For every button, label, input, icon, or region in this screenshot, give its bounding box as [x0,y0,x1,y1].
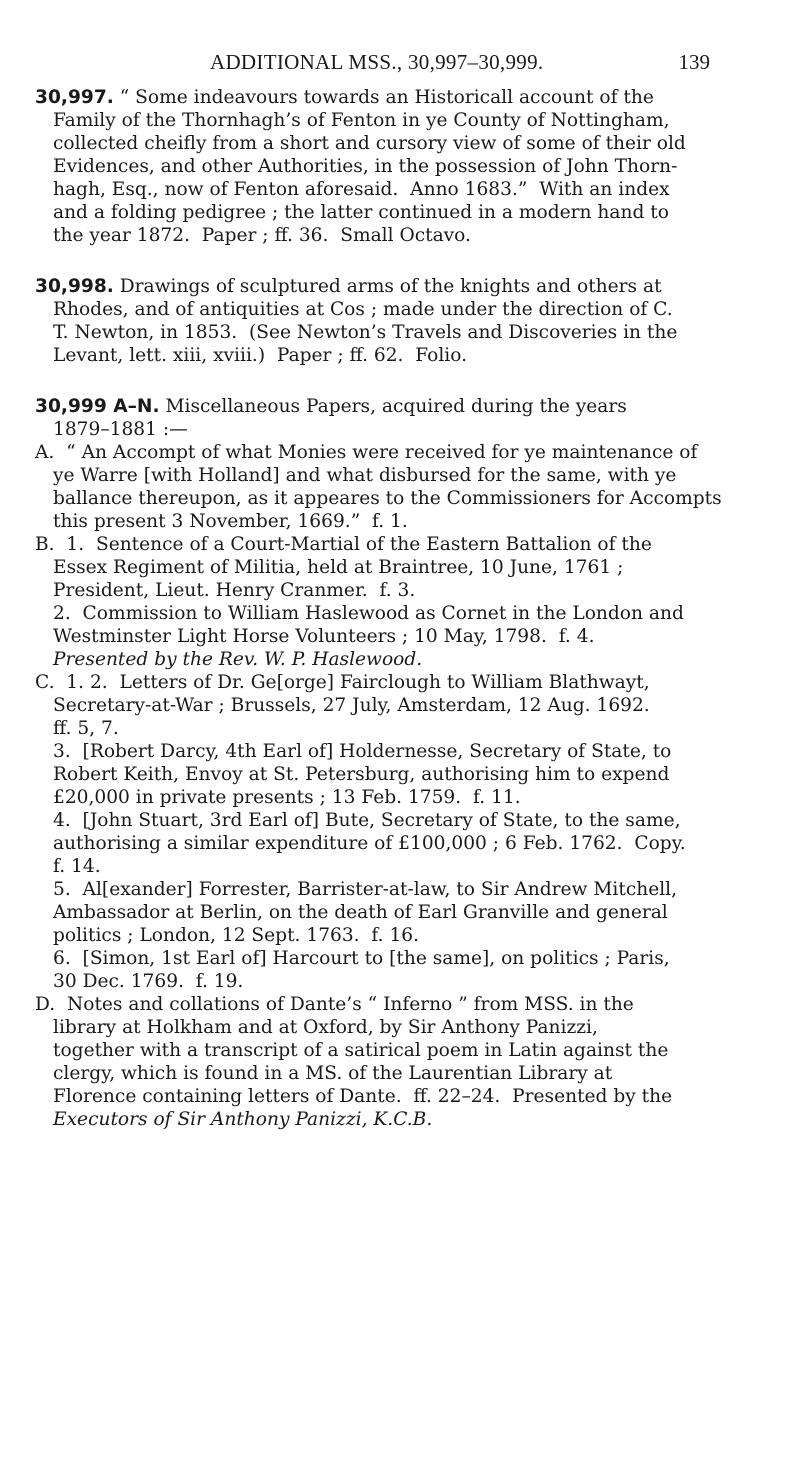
entry-line: the year 1872. Paper ; ff. 36. Small Octavo. [53,225,471,246]
entry-line: this present 3 November, 1669.” f. 1. [53,511,408,532]
entry-line: politics ; London, 12 Sept. 1763. f. 16. [53,925,420,946]
page-number: 139 [678,50,710,74]
entry-line: Robert Keith, Envoy at St. Petersburg, authorising him to expend [53,764,670,785]
entry-line: 6. [Simon, 1st Earl of] Harcourt to [the same], on politics ; Paris, [53,948,670,969]
item-c-line: C. 1. 2. Letters of Dr. Ge[orge] Fairclough to William Blathwayt, [35,672,650,693]
catalogue-body [35,86,755,1131]
item-a-line: A. “ An Accompt of what Monies were received for ye maintenance of [35,442,698,463]
entry-line: Westminster Light Horse Volunteers ; 10 May, 1798. f. 4. [53,626,595,647]
entry-line: 3. [Robert Darcy, 4th Earl of] Holdernesse, Secretary of State, to [53,741,672,762]
entry-line: 1879–1881 :— [53,419,188,440]
entry-number: 30,999 A–N. [35,396,160,417]
entry-line: Essex Regiment of Militia, held at Braintree, 10 June, 1761 ; [53,557,624,578]
entry-30997 [35,86,755,247]
entry-line: £20,000 in private presents ; 13 Feb. 1759. f. 11. [53,787,521,808]
running-head-title: ADDITIONAL MSS., 30,997–30,999. [210,50,544,74]
entry-line: Secretary-at-War ; Brussels, 27 July, Amsterdam, 12 Aug. 1692. [53,695,650,716]
entry-line: library at Holkham and at Oxford, by Sir Anthony Panizzi, [53,1017,598,1038]
entry-line: 30 Dec. 1769. f. 19. [53,971,244,992]
entry-line: clergy, which is found in a MS. of the Laurentian Library at [53,1063,613,1084]
entry-line: and a folding pedigree ; the latter continued in a modern hand to [53,202,669,223]
entry-line: 4. [John Stuart, 3rd Earl of] Bute, Secretary of State, to the same, [53,810,681,831]
entry-line: together with a transcript of a satirical poem in Latin against the [53,1040,669,1061]
entry-line: ballance thereupon, as it appeares to the Commissioners for Accompts [53,488,722,509]
entry-line: hagh, Esq., now of Fenton aforesaid. Anno 1683.” With an index [53,179,670,200]
entry-line: T. Newton, in 1853. (See Newton’s Travels and Discoveries in the [53,322,678,343]
entry-line: Rhodes, and of antiquities at Cos ; made under the direction of C. [53,299,673,320]
entry-30999 [35,395,755,1131]
presentation-note: Executors of Sir Anthony Panizzi, K.C.B. [53,1109,433,1130]
entry-line: f. 14. [53,856,101,877]
entry-line: Drawings of sculptured arms of the knights and others at [119,276,662,297]
entry-line: ye Warre [with Holland] and what disbursed for the same, with ye [53,465,677,486]
entry-line: authorising a similar expenditure of £100,000 ; 6 Feb. 1762. Copy. [53,833,686,854]
entry-line: 5. Al[exander] Forrester, Barrister-at-law, to Sir Andrew Mitchell, [53,879,678,900]
entry-30998 [35,275,755,367]
entry-line: Miscellaneous Papers, acquired during the years [165,396,627,417]
entry-line: 2. Commission to William Haslewood as Cornet in the London and [53,603,684,624]
entry-line: ff. 5, 7. [53,718,119,739]
entry-line: President, Lieut. Henry Cranmer. f. 3. [53,580,416,601]
entry-line: Florence containing letters of Dante. ff. 22–24. Presented by the [53,1086,673,1107]
entry-line: collected cheifly from a short and cursory view of some of their old [53,133,686,154]
entry-line: Levant, lett. xiii, xviii.) Paper ; ff. 62. Folio. [53,345,468,366]
entry-line: Evidences, and other Authorities, in the possession of John Thorn- [53,156,678,177]
entry-number: 30,998. [35,276,114,297]
entry-line: Ambassador at Berlin, on the death of Earl Granville and general [53,902,668,923]
running-head [210,50,710,80]
item-d-line: D. Notes and collations of Dante’s “ Inferno ” from MSS. in the [35,994,634,1015]
entry-line: Family of the Thornhagh’s of Fenton in ye County of Nottingham, [53,110,670,131]
presentation-note: Presented by the Rev. W. P. Haslewood. [53,649,423,670]
item-b-line: B. 1. Sentence of a Court-Martial of the Eastern Battalion of the [35,534,652,555]
entry-number: 30,997. [35,87,114,108]
entry-line: “ Some indeavours towards an Historicall account of the [119,87,654,108]
